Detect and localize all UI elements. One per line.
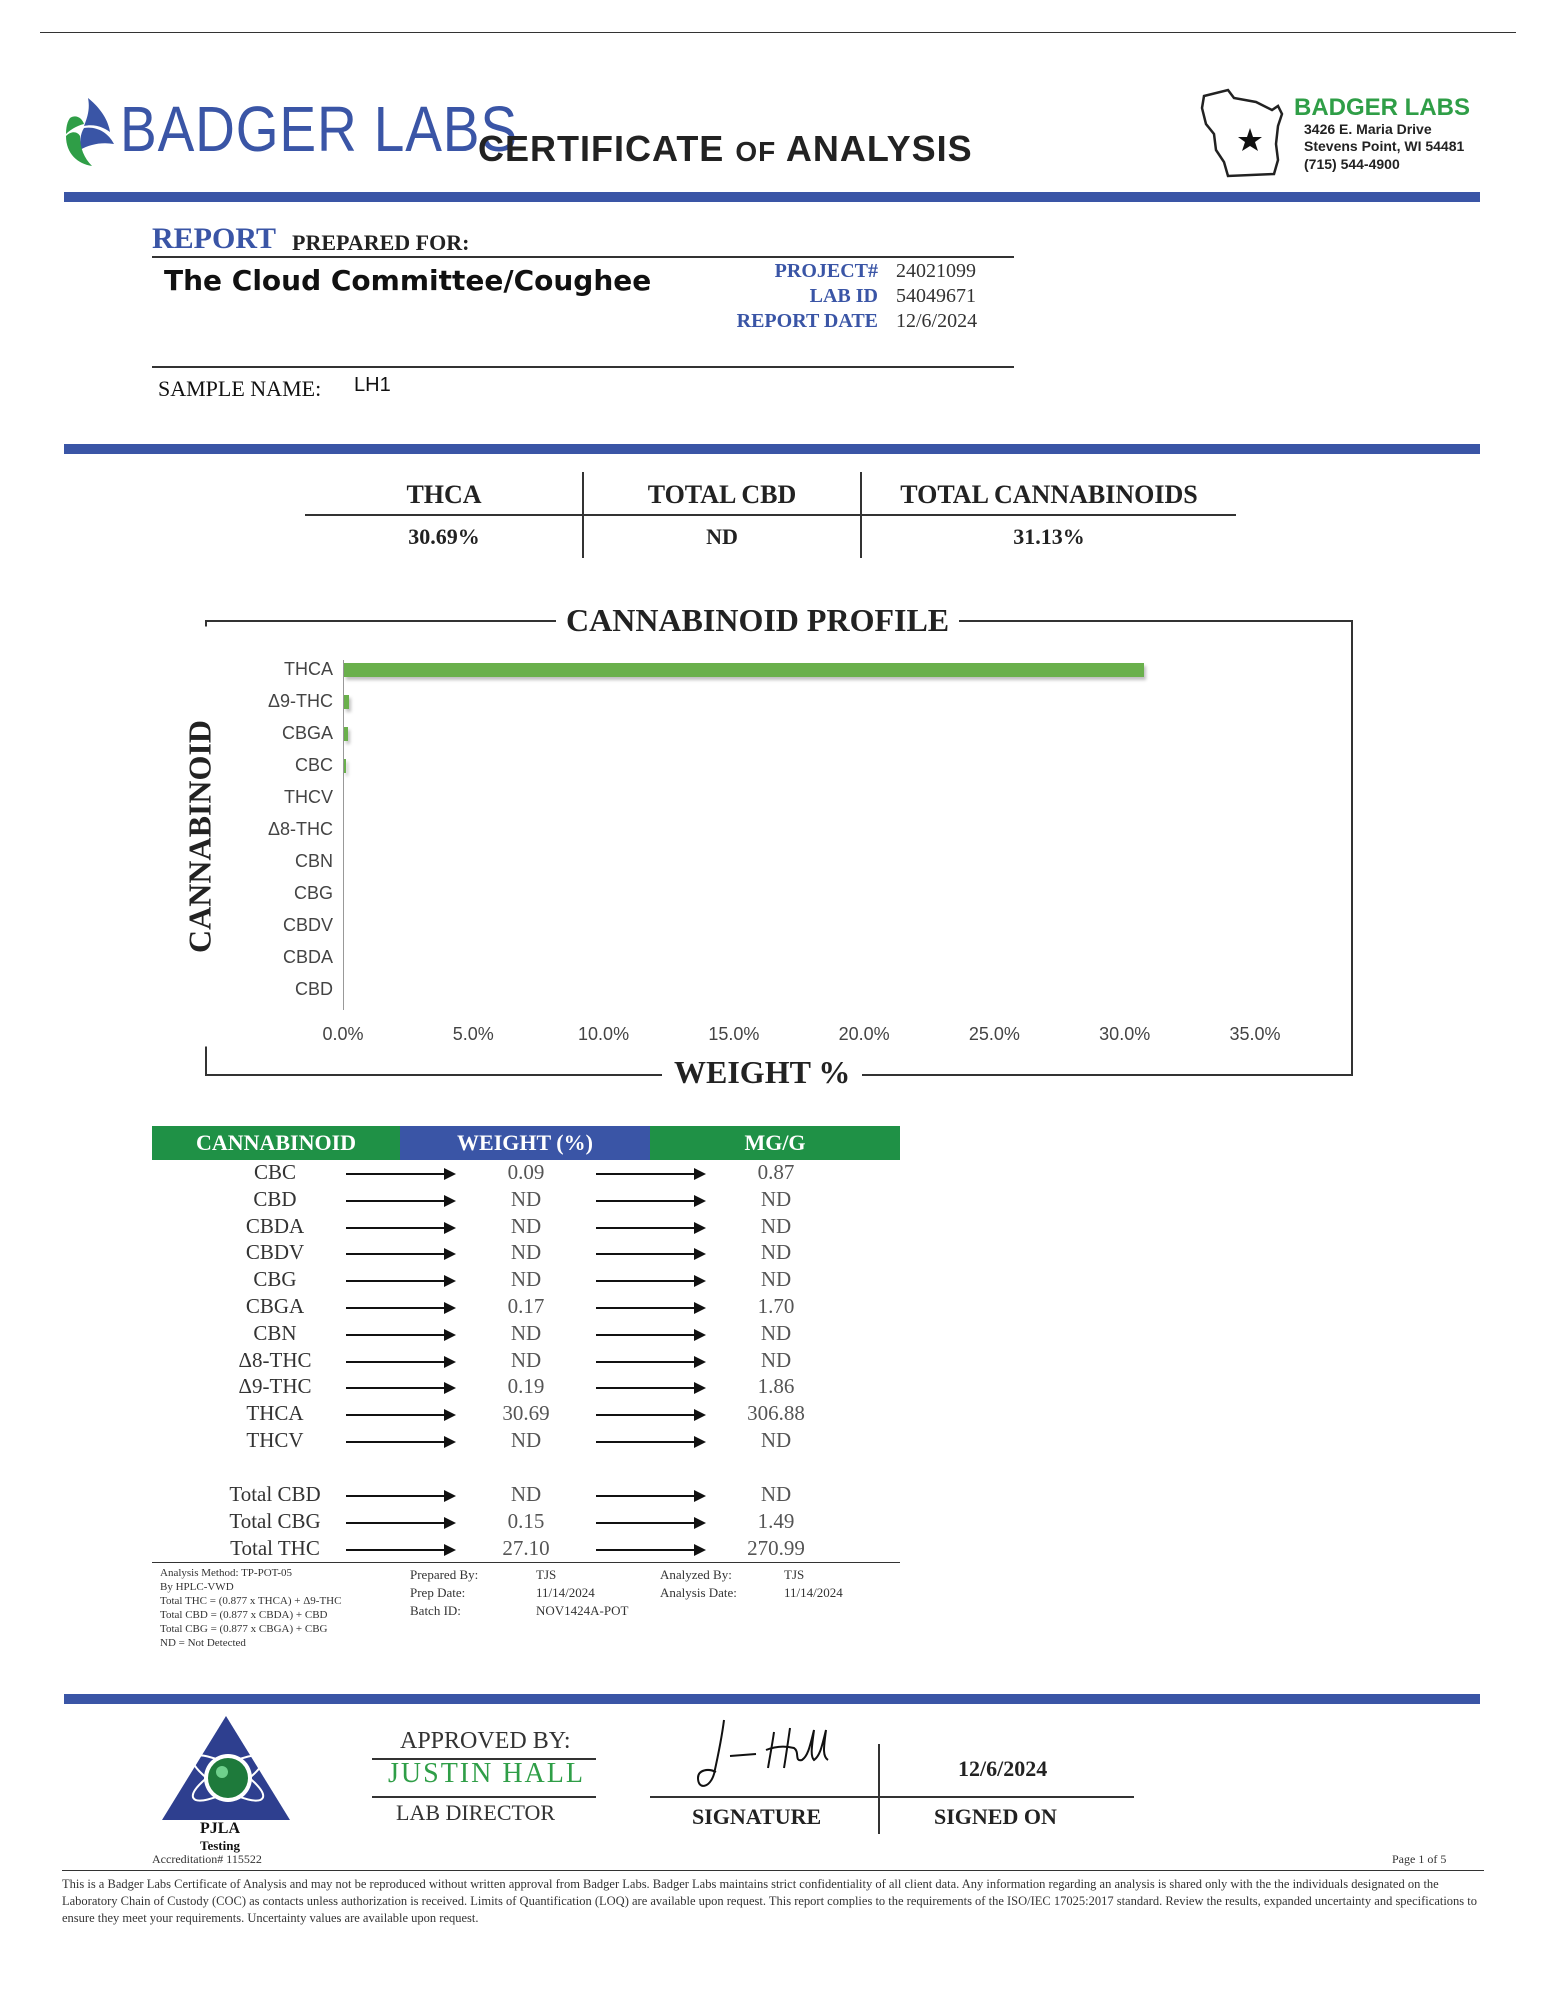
page-number: Page 1 of 5 <box>1392 1852 1447 1866</box>
director-name: JUSTIN HALL <box>388 1758 585 1789</box>
method-line: Total CBG = (0.877 x CBGA) + CBG <box>160 1623 328 1635</box>
chart-category-label: Δ8-THC <box>267 819 333 839</box>
method-line: Total CBD = (0.877 x CBDA) + CBD <box>160 1609 328 1621</box>
table-row-weight: ND <box>510 1186 542 1211</box>
approval-rule-bottom <box>372 1796 596 1798</box>
method-line: By HPLC-VWD <box>160 1581 234 1593</box>
chart-bar <box>344 759 346 773</box>
analysis-labels <box>660 1566 737 1602</box>
analyzed-by-label: Analyzed By: <box>660 1567 732 1582</box>
table-row-mg: 1.86 <box>757 1374 795 1399</box>
table-row-name: CBGA <box>245 1294 305 1318</box>
sample-name: LH1 <box>354 374 391 396</box>
batch-id-label: Batch ID: <box>410 1603 461 1618</box>
arrow-icon <box>596 1173 704 1175</box>
arrow-icon <box>346 1549 454 1551</box>
arrow-icon <box>596 1334 704 1336</box>
arrow-icon <box>596 1522 704 1524</box>
arrow-icon <box>346 1495 454 1497</box>
table-row-name: Δ9-THC <box>238 1374 312 1399</box>
chart-tick-label: 25.0% <box>968 1024 1020 1044</box>
table-row-name: CBD <box>253 1186 297 1211</box>
table-row-weight: 27.10 <box>502 1535 550 1560</box>
chart-category-label: CBG <box>293 883 333 903</box>
lab-id: 54049671 <box>896 285 976 307</box>
table-row-mg: ND <box>760 1186 792 1211</box>
batch-id: NOV1424A-POT <box>536 1603 629 1618</box>
arrow-icon <box>346 1253 454 1255</box>
table-row-mg: 1.49 <box>757 1508 795 1533</box>
arrow-icon <box>346 1307 454 1309</box>
summary-value-thca: 30.69% <box>408 524 480 549</box>
prepared-by-label: Prepared By: <box>410 1567 479 1582</box>
chart-title: CANNABINOID PROFILE <box>556 602 959 639</box>
analysis-date: 11/14/2024 <box>784 1585 843 1600</box>
table-row-weight: 0.15 <box>507 1508 545 1533</box>
document-title <box>478 128 973 170</box>
method-notes <box>160 1566 341 1650</box>
arrow-icon <box>346 1387 454 1389</box>
chart-tick-label: 0.0% <box>322 1024 364 1044</box>
report-date: 12/6/2024 <box>896 310 978 332</box>
project-label: PROJECT# <box>774 260 878 282</box>
project-number: 24021099 <box>896 260 976 282</box>
table-row-mg: ND <box>760 1482 792 1506</box>
summary-value-total-cannabinoids: 31.13% <box>1013 524 1085 549</box>
address-street: 3426 E. Maria Drive <box>1304 121 1432 137</box>
address-company: BADGER LABS <box>1294 94 1471 121</box>
summary-header-total-cannabinoids: TOTAL CANNABINOIDS <box>900 480 1198 509</box>
disclaimer-rule <box>62 1870 1484 1871</box>
top-rule <box>40 32 1516 33</box>
chart-category-label: CBGA <box>281 723 333 743</box>
table-row-name: Δ8-THC <box>238 1347 312 1372</box>
table-row-weight: ND <box>510 1428 542 1452</box>
table-row-weight: 0.09 <box>507 1160 545 1184</box>
arrow-icon <box>346 1227 454 1229</box>
client-name: The Cloud Committee/Coughee <box>164 264 652 297</box>
table-header-mg-g: MG/G <box>650 1126 900 1160</box>
report-date-label: REPORT DATE <box>736 310 878 332</box>
table-header-weight: WEIGHT (%) <box>400 1126 650 1160</box>
handwritten-signature-icon <box>694 1716 864 1800</box>
summary-divider-1 <box>582 472 584 558</box>
table-row-name: THCV <box>246 1428 304 1452</box>
chart-y-axis-line <box>343 660 344 1010</box>
arrow-icon <box>596 1414 704 1416</box>
chart-category-label: CBDV <box>282 915 333 935</box>
method-line: Total THC = (0.877 x THCA) + Δ9-THC <box>160 1595 342 1607</box>
table-bottom-rule <box>152 1562 900 1563</box>
arrow-icon <box>596 1280 704 1282</box>
table-row-mg: ND <box>760 1347 792 1372</box>
chart-x-axis-label: WEIGHT % <box>662 1054 862 1091</box>
report-rule-bottom <box>152 366 1014 368</box>
approved-by-label: APPROVED BY: <box>400 1728 571 1754</box>
chart-category-label: Δ9-THC <box>267 691 333 711</box>
signed-on-date: 12/6/2024 <box>958 1756 1048 1781</box>
summary-header-total-cbd: TOTAL CBD <box>647 480 797 509</box>
table-row-name: CBDV <box>245 1240 305 1265</box>
director-role: LAB DIRECTOR <box>396 1800 556 1825</box>
analysis-date-label: Analysis Date: <box>660 1585 737 1600</box>
summary-divider-2 <box>860 472 862 558</box>
table-row-weight: ND <box>510 1240 542 1265</box>
summary-rule <box>305 514 1236 516</box>
arrow-icon <box>596 1387 704 1389</box>
header-divider <box>64 192 1480 202</box>
table-row-name: THCA <box>246 1401 304 1426</box>
table-row-weight: 0.17 <box>507 1294 545 1318</box>
summary-value-total-cbd: ND <box>706 524 738 549</box>
arrow-icon <box>346 1522 454 1524</box>
arrow-icon <box>346 1280 454 1282</box>
pjla-sub-label: Testing <box>200 1838 240 1853</box>
report-label: REPORT <box>152 222 276 255</box>
brand-logo-text: BADGER LABS <box>120 93 518 165</box>
arrow-icon <box>346 1200 454 1202</box>
title-part-of: OF <box>735 136 777 167</box>
accreditation-number: Accreditation# 115522 <box>152 1852 262 1866</box>
title-part-certificate: CERTIFICATE <box>478 128 725 169</box>
total-row-name: Total THC <box>230 1535 320 1560</box>
table-row-mg: ND <box>760 1428 792 1452</box>
table-row-mg: 270.99 <box>747 1535 805 1560</box>
signature-rule <box>650 1796 1134 1798</box>
analysis-values <box>784 1566 843 1602</box>
lab-id-label: LAB ID <box>809 285 878 307</box>
arrow-icon <box>346 1334 454 1336</box>
chart-bar <box>344 727 348 741</box>
chart-tick-label: 15.0% <box>708 1024 760 1044</box>
chart-category-label: THCA <box>284 659 333 679</box>
arrow-icon <box>596 1307 704 1309</box>
table-row-weight: ND <box>510 1347 542 1372</box>
wisconsin-map-icon <box>1198 84 1292 180</box>
analyzed-by: TJS <box>784 1567 805 1582</box>
chart-frame <box>205 620 1353 1076</box>
chart-category-label: CBD <box>294 979 333 999</box>
table-row-weight: ND <box>510 1213 542 1238</box>
prepared-by: TJS <box>536 1567 557 1582</box>
prep-labels <box>410 1566 478 1620</box>
address-city: Stevens Point, WI 54481 <box>1304 138 1465 154</box>
table-row-weight: 30.69 <box>502 1401 550 1426</box>
arrow-icon <box>346 1173 454 1175</box>
chart-bar <box>344 695 349 709</box>
chart-category-label: CBC <box>294 755 333 775</box>
signature-label: SIGNATURE <box>692 1804 822 1829</box>
arrow-icon <box>346 1361 454 1363</box>
footer-divider <box>64 1694 1480 1704</box>
table-row-weight: ND <box>510 1482 542 1506</box>
chart-tick-label: 35.0% <box>1229 1024 1281 1044</box>
chart-y-axis-label: CANNABINOID <box>182 627 219 1047</box>
table-row-weight: ND <box>510 1320 542 1345</box>
table-row-name: CBG <box>253 1267 297 1292</box>
chart-category-label: THCV <box>284 787 333 807</box>
prep-date: 11/14/2024 <box>536 1585 595 1600</box>
prepared-for-label: PREPARED FOR: <box>292 230 470 255</box>
sample-name-label: SAMPLE NAME: <box>158 376 322 401</box>
table-row-weight: ND <box>510 1267 542 1292</box>
title-part-analysis: ANALYSIS <box>785 128 973 169</box>
arrow-icon <box>596 1200 704 1202</box>
pjla-accreditation-logo-icon <box>156 1712 296 1824</box>
prep-date-label: Prep Date: <box>410 1585 466 1600</box>
total-row-name: Total CBG <box>229 1508 321 1533</box>
arrow-icon <box>596 1549 704 1551</box>
prep-values <box>536 1566 628 1620</box>
table-header-cannabinoid: CANNABINOID <box>152 1126 400 1160</box>
disclaimer-text: This is a Badger Labs Certificate of Analysis and may not be reproduced without written approval from Badger Labs. Badger Labs maintains strict confidentiality of all client data. Any information regarding an analysis is shared only with the the individuals designated on the Laboratory Chain of Custody (COC) as contacts unless authorization is received. Limits of Quantification (LOQ) are available upon request. This report complies to the requirements of the ISO/IEC 17025:2017 standard. Review the results, expanded uncertainty and specifications to ensure they meet your requirements. Uncertainty values are available upon request. <box>62 1877 1478 1925</box>
arrow-icon <box>346 1414 454 1416</box>
chart-category-label: CBN <box>294 851 333 871</box>
arrow-icon <box>596 1495 704 1497</box>
signed-on-label: SIGNED ON <box>934 1804 1057 1829</box>
table-row-mg: ND <box>760 1213 792 1238</box>
arrow-icon <box>596 1361 704 1363</box>
table-row-name: CBN <box>253 1320 297 1345</box>
chart-bar <box>344 663 1144 677</box>
section-divider <box>64 444 1480 454</box>
table-row-name: CBDA <box>245 1213 305 1238</box>
arrow-icon <box>346 1441 454 1443</box>
arrow-icon <box>596 1227 704 1229</box>
table-row-mg: 1.70 <box>757 1294 795 1318</box>
table-row-name: CBC <box>253 1160 297 1184</box>
chart-tick-label: 30.0% <box>1099 1024 1151 1044</box>
chart-tick-label: 10.0% <box>578 1024 630 1044</box>
table-row-mg: ND <box>760 1240 792 1265</box>
address-phone: (715) 544-4900 <box>1304 156 1400 172</box>
table-row-mg: ND <box>760 1320 792 1345</box>
chart-tick-label: 20.0% <box>838 1024 890 1044</box>
arrow-icon <box>596 1441 704 1443</box>
pjla-label: PJLA <box>200 1820 240 1837</box>
chart-category-label: CBDA <box>282 947 333 967</box>
table-row-mg: 306.88 <box>747 1401 805 1426</box>
method-line: Analysis Method: TP-POT-05 <box>160 1567 293 1579</box>
table-row-weight: 0.19 <box>507 1374 545 1399</box>
report-rule-top <box>152 256 1014 258</box>
arrow-icon <box>596 1253 704 1255</box>
badger-leaf-logo-icon <box>58 96 120 170</box>
method-line: ND = Not Detected <box>160 1637 246 1649</box>
table-row-mg: ND <box>760 1267 792 1292</box>
signature-divider <box>878 1744 880 1834</box>
total-row-name: Total CBD <box>229 1482 321 1506</box>
summary-header-thca: THCA <box>406 480 482 509</box>
table-row-mg: 0.87 <box>757 1160 795 1184</box>
chart-tick-label: 5.0% <box>452 1024 494 1044</box>
